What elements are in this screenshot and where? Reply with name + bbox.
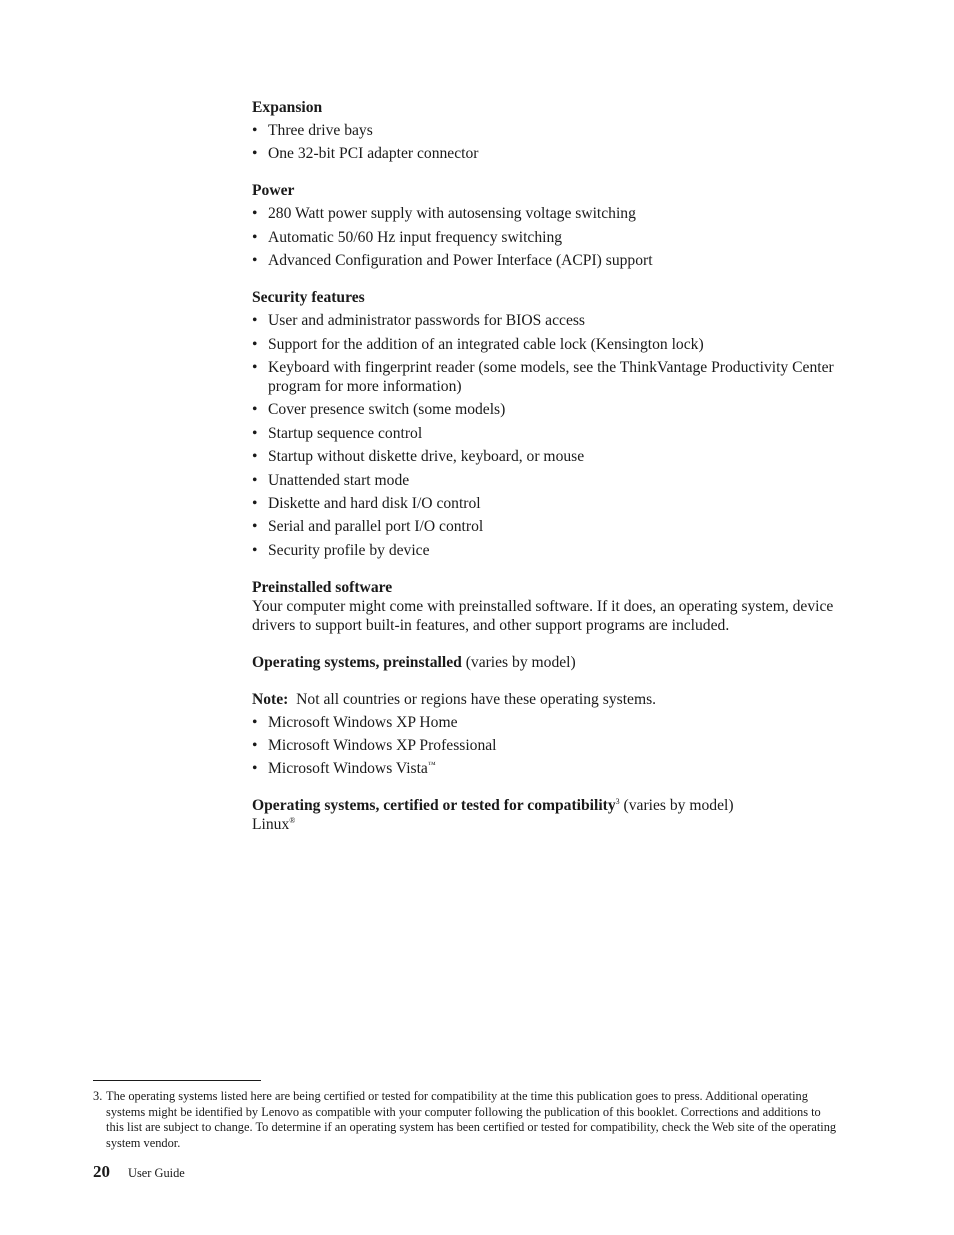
os-certified-qualifier: (varies by model) [623,797,734,815]
linux-label: Linux [252,816,290,834]
list-item: • 280 Watt power supply with autosensing voltage switching [252,204,842,223]
os-preinstalled-section [252,653,842,779]
os-preinstalled-title [252,653,842,672]
note-text: Not all countries or regions have these operating systems. [296,690,657,708]
list-item: • User and administrator passwords for BIOS access [252,311,842,330]
list-item: • One 32-bit PCI adapter connector [252,144,842,163]
expansion-section [252,98,842,163]
power-list [252,204,842,270]
expansion-heading: Expansion [252,99,323,116]
os-preinstalled-qualifier: (varies by model) [465,653,576,671]
list-item: • Microsoft Windows XP Professional [252,736,842,755]
footnote-number: 3. [93,1089,103,1103]
list-item: • Automatic 50/60 Hz input frequency switching [252,228,842,247]
page-number: 20 [93,1162,110,1181]
security-list [252,311,842,560]
footnote [93,1089,838,1151]
trademark-mark: ™ [427,760,436,770]
note-label: Note: [252,690,289,708]
security-section [252,288,842,560]
power-heading: Power [252,182,295,200]
list-item: • Cover presence switch (some models) [252,400,842,419]
security-heading: Security features [252,289,365,307]
os-note [252,690,842,709]
list-item: • Keyboard with fingerprint reader (some models, see the ThinkVantage Productivity Center program for more information) [252,358,842,396]
os-certified-heading: Operating systems, certified or tested for compatibility [252,797,616,815]
power-section [252,181,842,270]
list-item: • Serial and parallel port I/O control [252,517,842,536]
footnote-text: The operating systems listed here are being certified or tested for compatibility at the time this publication goes to press. Additional operating systems might be identified by Lenovo as compatible with your computer following the publication of this booklet. Corrections and additions to this list are subject to change. To determine if an operating system has been certified or tested for compatibility, check the Web site of the operating system vendor. [106,1089,837,1150]
list-item: • Startup sequence control [252,424,842,443]
preinstalled-software-section [252,578,842,635]
os-certified-title [252,796,842,815]
main-content [252,98,842,852]
os-certified-section [252,796,842,834]
preinstalled-software-heading: Preinstalled software [252,578,393,596]
registered-mark: ® [289,816,296,826]
doc-title: User Guide [128,1166,185,1180]
list-item: • Microsoft Windows XP Home [252,713,842,732]
os-preinstalled-list [252,713,842,779]
list-item: • Security profile by device [252,541,842,560]
list-item [252,759,842,778]
list-item: • Unattended start mode [252,471,842,490]
list-item: • Diskette and hard disk I/O control [252,494,842,513]
page-footer [93,1162,185,1183]
vista-label: Microsoft Windows Vista [268,760,428,778]
linux-item [252,815,842,834]
footnote-ref: 3 [615,797,620,807]
os-preinstalled-heading: Operating systems, preinstalled [252,653,462,671]
list-item: • Three drive bays [252,121,842,140]
list-item: • Advanced Configuration and Power Interface (ACPI) support [252,251,842,270]
list-item: • Support for the addition of an integrated cable lock (Kensington lock) [252,335,842,354]
footnote-divider [93,1080,261,1081]
preinstalled-software-body: Your computer might come with preinstalled software. If it does, an operating system, device drivers to support built-in features, and other support programs are included. [252,597,834,634]
list-item: • Startup without diskette drive, keyboard, or mouse [252,447,842,466]
expansion-list [252,121,842,163]
